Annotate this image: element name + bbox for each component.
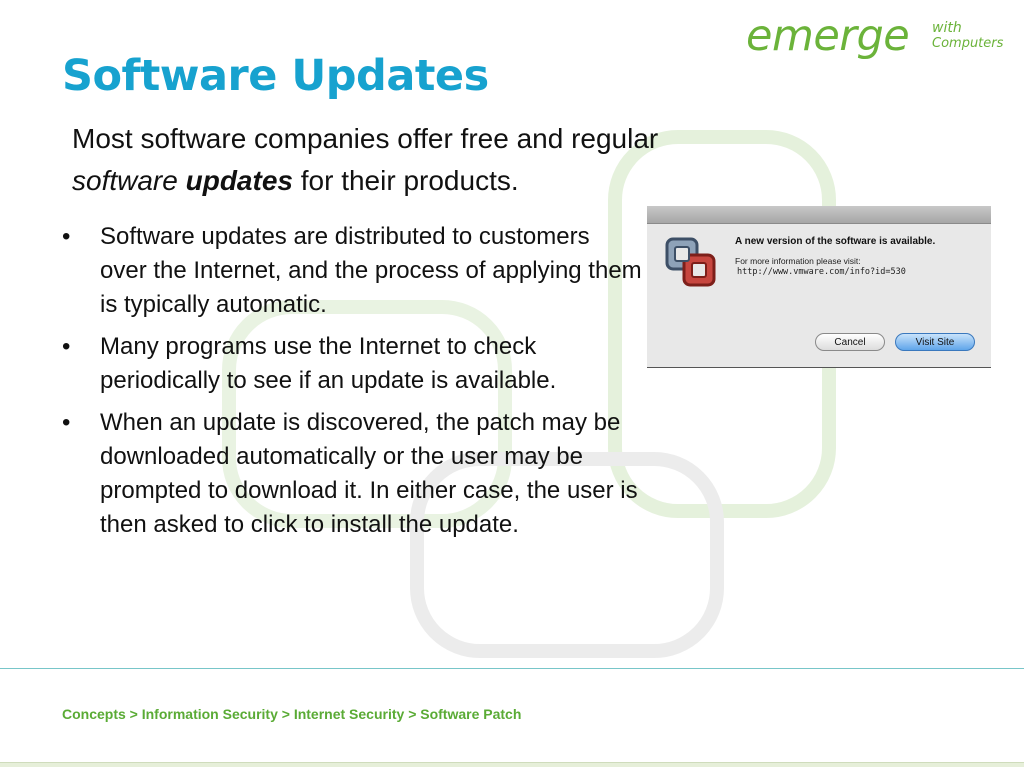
intro-italic: software xyxy=(72,165,178,196)
intro-rest: for their products. xyxy=(300,165,519,196)
bullet-icon: • xyxy=(62,409,71,436)
intro-bold-italic: updates xyxy=(185,165,293,196)
update-dialog-screenshot xyxy=(647,206,991,368)
dialog-title-bar xyxy=(647,206,991,224)
vmware-icon xyxy=(665,236,717,288)
logo-word: emerge xyxy=(746,11,910,61)
bullet-text: When an update is discovered, the patch may be downloaded automatically or the user may be prompted to download it. In either case, the user is then asked to click to install the update. xyxy=(100,409,638,538)
bottom-bar xyxy=(0,762,1024,767)
dialog-info: For more information please visit: xyxy=(735,256,861,266)
dialog-url: http://www.vmware.com/info?id=530 xyxy=(737,267,906,277)
intro-line1: Most software companies offer free and regular xyxy=(72,123,659,154)
logo-with: with xyxy=(932,20,962,36)
intro-text xyxy=(72,118,812,202)
bullet-item xyxy=(62,330,642,398)
bullet-list xyxy=(62,220,642,550)
dialog-heading: A new version of the software is available. xyxy=(735,236,936,247)
bullet-item xyxy=(62,220,642,322)
bullet-item xyxy=(62,406,642,542)
logo-computers: Computers xyxy=(932,36,1004,51)
bullet-icon: • xyxy=(62,333,71,360)
cancel-button[interactable]: Cancel xyxy=(815,333,885,351)
slide-title: Software Updates xyxy=(62,51,489,101)
footer-divider xyxy=(0,668,1024,669)
bullet-text: Many programs use the Internet to check periodically to see if an update is available. xyxy=(100,333,557,394)
visit-site-button[interactable]: Visit Site xyxy=(895,333,975,351)
bullet-text: Software updates are distributed to customers over the Internet, and the process of applying them is typically automatic. xyxy=(100,223,642,318)
emerge-logo xyxy=(746,8,1012,64)
bullet-icon: • xyxy=(62,223,71,250)
breadcrumb[interactable]: Concepts > Information Security > Internet Security > Software Patch xyxy=(62,706,522,722)
